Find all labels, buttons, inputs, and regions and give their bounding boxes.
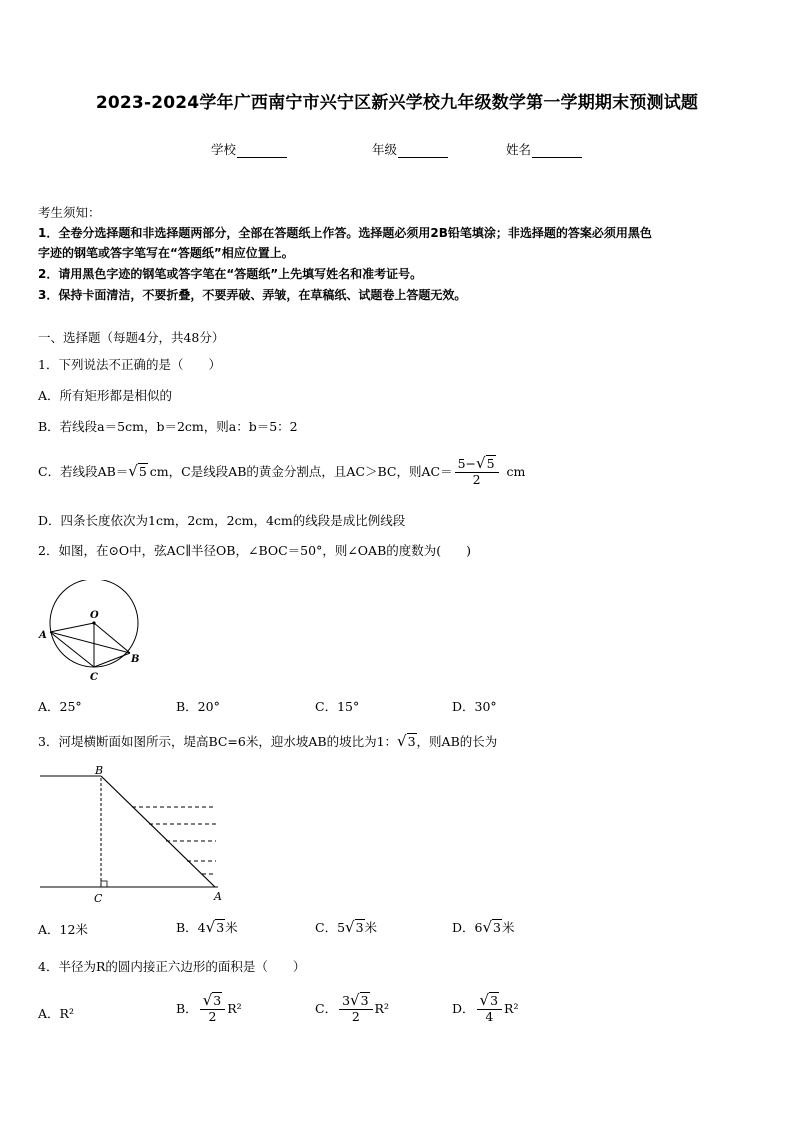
notice-heading: 考生须知： <box>38 205 101 220</box>
q3-c-radicand: 3 <box>355 920 364 935</box>
q3-b-text: B．4 <box>176 920 206 935</box>
q1-c-text-2: cm，C是线段AB的黄金分割点，且AC＞BC，则AC＝ <box>149 464 453 480</box>
q4-d-denominator: 4 <box>485 1009 494 1025</box>
q1-c-radicand: 5 <box>138 464 147 480</box>
q4-d-label: D． <box>452 1001 475 1017</box>
q1-c-unit: cm <box>506 463 526 479</box>
q4-option-b <box>176 992 242 1025</box>
q4-option-a: A．R² <box>38 1006 74 1021</box>
right-angle-mark <box>101 881 107 887</box>
q2-option-c: C．15° <box>315 699 360 714</box>
q3-option-c <box>315 918 377 936</box>
q4-option-c <box>315 992 389 1025</box>
notice-item-2: 2．请用黑色字迹的钢笔或答字笔在“答题纸”上先填写姓名和准考证号。 <box>38 267 423 281</box>
slope-ab <box>101 776 215 887</box>
q2-option-b: B．20° <box>176 699 220 714</box>
notice-item-3: 3．保持卡面清洁，不要折叠，不要弄破、弄皱，在草稿纸、试题卷上答题无效。 <box>38 288 467 302</box>
label-b: B <box>95 764 104 777</box>
sqrt-symbol: √ <box>128 462 138 481</box>
sqrt-symbol: √ <box>479 991 490 1009</box>
sqrt-symbol: √ <box>345 918 355 936</box>
q3-stem-radicand: 3 <box>407 734 416 749</box>
q4-d-fraction <box>477 992 503 1025</box>
q3-option-b <box>176 918 238 936</box>
name-blank <box>532 145 582 158</box>
q3-c-text: C．5 <box>315 920 346 935</box>
q4-c-denominator: 2 <box>351 1009 360 1025</box>
q4-stem: 4．半径为R的圆内接正六边形的面积是（ ） <box>38 959 306 974</box>
q4-b-fraction <box>200 992 226 1025</box>
q1-option-c <box>38 455 525 488</box>
q4-c-label: C． <box>315 1001 338 1017</box>
q1-c-num-text: 5− <box>457 456 477 471</box>
q1-stem: 1．下列说法不正确的是（ ） <box>38 357 221 372</box>
q3-option-a: A．12米 <box>38 922 88 937</box>
q3-stem-text-2: ，则AB的长为 <box>416 734 498 749</box>
sqrt-symbol: √ <box>205 918 216 936</box>
q3-b-unit: 米 <box>225 920 238 935</box>
grade-field <box>372 140 448 158</box>
label-a: A <box>39 630 47 641</box>
q1-c-text-1: C．若线段AB＝ <box>38 464 129 480</box>
q1-c-fraction <box>455 455 499 488</box>
q4-c-fraction <box>339 992 372 1025</box>
chord-cb <box>94 653 130 667</box>
q4-d-suffix: R² <box>504 1000 519 1016</box>
sqrt-symbol: √ <box>202 991 213 1009</box>
q1-option-d: D．四条长度依次为1cm，2cm，2cm，4cm的线段是成比例线段 <box>38 513 406 528</box>
q3-d-radicand: 3 <box>493 920 501 935</box>
school-field <box>211 140 287 158</box>
q2-option-a: A．25° <box>38 699 82 714</box>
page-title: 2023-2024学年广西南宁市兴宁区新兴学校九年级数学第一学期期末预测试题 <box>95 93 699 113</box>
q1-c-denominator: 2 <box>472 472 481 488</box>
q3-b-radicand: 3 <box>216 920 225 935</box>
q4-c-suffix: R² <box>374 1000 389 1016</box>
q3-c-unit: 米 <box>364 920 378 935</box>
q4-d-radicand: 3 <box>490 993 499 1008</box>
label-a: A <box>214 890 222 903</box>
q4-b-radicand: 3 <box>213 993 222 1008</box>
segment-ao <box>50 623 94 632</box>
q1-option-a: A．所有矩形都是相似的 <box>38 388 173 403</box>
q3-option-d <box>452 918 515 936</box>
school-label: 学校 <box>211 142 237 157</box>
school-blank <box>237 145 287 158</box>
label-c: C <box>94 892 103 905</box>
q3-d-text: D．6 <box>452 920 483 935</box>
section-heading: 一、选择题（每题4分，共48分） <box>38 330 225 345</box>
name-label: 姓名 <box>506 142 532 157</box>
sqrt-symbol: √ <box>350 991 360 1009</box>
q1-option-b: B．若线段a＝5cm，b＝2cm，则a：b＝5：2 <box>38 419 298 434</box>
q2-option-d: D．30° <box>452 699 497 714</box>
label-c: C <box>90 672 98 683</box>
name-field <box>506 140 582 158</box>
chord-ac <box>50 632 94 667</box>
label-o: O <box>90 610 99 621</box>
notice-item-1: 1．全卷分选择题和非选择题两部分，全部在答题纸上作答。选择题必须用2B铅笔填涂；非选择题的答案必须用黑色 <box>38 226 652 240</box>
notice-item-1-cont: 字迹的钢笔或答字笔写在“答题纸”相应位置上。 <box>38 246 294 260</box>
sqrt-symbol: √ <box>476 454 486 472</box>
q4-b-suffix: R² <box>227 1000 242 1016</box>
q4-c-coef: 3 <box>342 993 351 1008</box>
q3-d-unit: 米 <box>502 920 515 935</box>
q4-c-radicand: 3 <box>360 993 369 1008</box>
q4-b-denominator: 2 <box>208 1009 217 1025</box>
q4-option-d <box>452 992 518 1025</box>
q4-b-label: B． <box>176 1001 198 1017</box>
q3-stem-text-1: 3．河堤横断面如图所示，堤高BC=6米，迎水坡AB的坡比为1： <box>38 734 398 749</box>
grade-label: 年级 <box>372 142 398 157</box>
q3-stem <box>38 732 497 750</box>
q2-circle-figure <box>36 580 148 685</box>
label-b: B <box>131 654 140 665</box>
grade-blank <box>398 145 448 158</box>
q1-c-num-radicand: 5 <box>486 456 495 471</box>
q3-embankment-figure <box>36 764 226 908</box>
center-point <box>92 621 95 624</box>
q2-stem: 2．如图，在⊙O中，弦AC∥半径OB，∠BOC＝50°，则∠OAB的度数为( ) <box>38 543 472 558</box>
sqrt-symbol: √ <box>482 918 493 936</box>
sqrt-symbol: √ <box>397 732 407 750</box>
